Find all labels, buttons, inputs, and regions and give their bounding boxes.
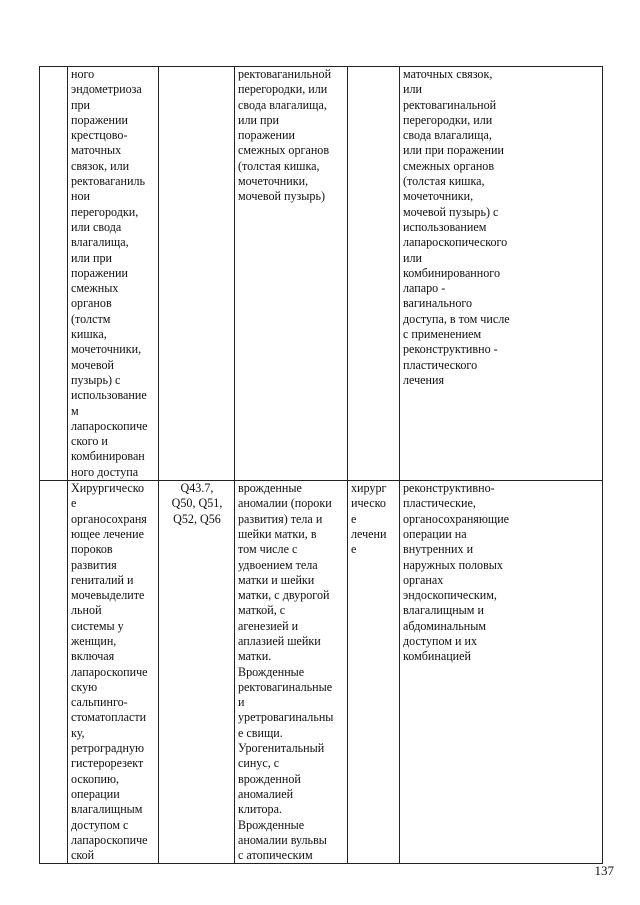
page-number: 137 [594,863,614,878]
treatment-type-cell: хирург ическо е лечени е [348,481,400,864]
row-number-cell [40,67,68,481]
treatment-table [39,66,603,864]
treatment-method-cell: маточных связок, или ректовагинальной перегородки, или свода влагалища, или при поражении смежных органов (толстая кишка, мочеточники, мочевой пузырь) с использованием лапароскопического или комбинированного лапаро - вагинального доступа, в том числе с применением реконструктивно - пластического лечения [400,67,603,481]
treatment-method-cell: реконструктивно- пластические, органосохраняющие операции на внутренних и наружных половых органах эндоскопическим, влагалищным и абдоминальным доступом и их комбинацией [400,481,603,864]
patient-model-cell: ректоваганильной перегородки, или свода влагалища, или при поражении смежных органов (толстая кишка, мочеточники, мочевой пузырь) [235,67,348,481]
icd-code-cell: Q43.7, Q50, Q51, Q52, Q56 [159,481,235,864]
table-row [40,67,603,481]
intervention-name-cell: Хирургическо е органосохраня ющее лечение пороков развития гениталий и мочевыделите льной системы у женщин, включая лапароскопиче скую сальпинго- стоматопласти ку, ретроградную гистерорезект оскопию, операции влагалищным доступом с лапароскопиче ской [68,481,159,864]
intervention-name-cell: ного эндометриоза при поражении крестцово- маточных связок, или ректоваганиль нои перегородки, или свода влагалища, или при поражении смежных органов (толстм кишка, мочеточники, мочевой пузырь) с использование м лапароскопиче ского и комбинирован ного доступа [68,67,159,481]
row-number-cell [40,481,68,864]
treatment-type-cell [348,67,400,481]
patient-model-cell: врожденные аномалии (пороки развития) тела и шейки матки, в том числе с удвоением тела матки и шейки матки, с двурогой маткой, с агенезией и аплазией шейки матки. Врожденные ректовагинальные и уретровагинальны е свищи. Урогенитальный синус, с врожденной аномалией клитора. Врожденные аномалии вульвы с атопическим [235,481,348,864]
icd-code-cell [159,67,235,481]
table-row [40,481,603,864]
